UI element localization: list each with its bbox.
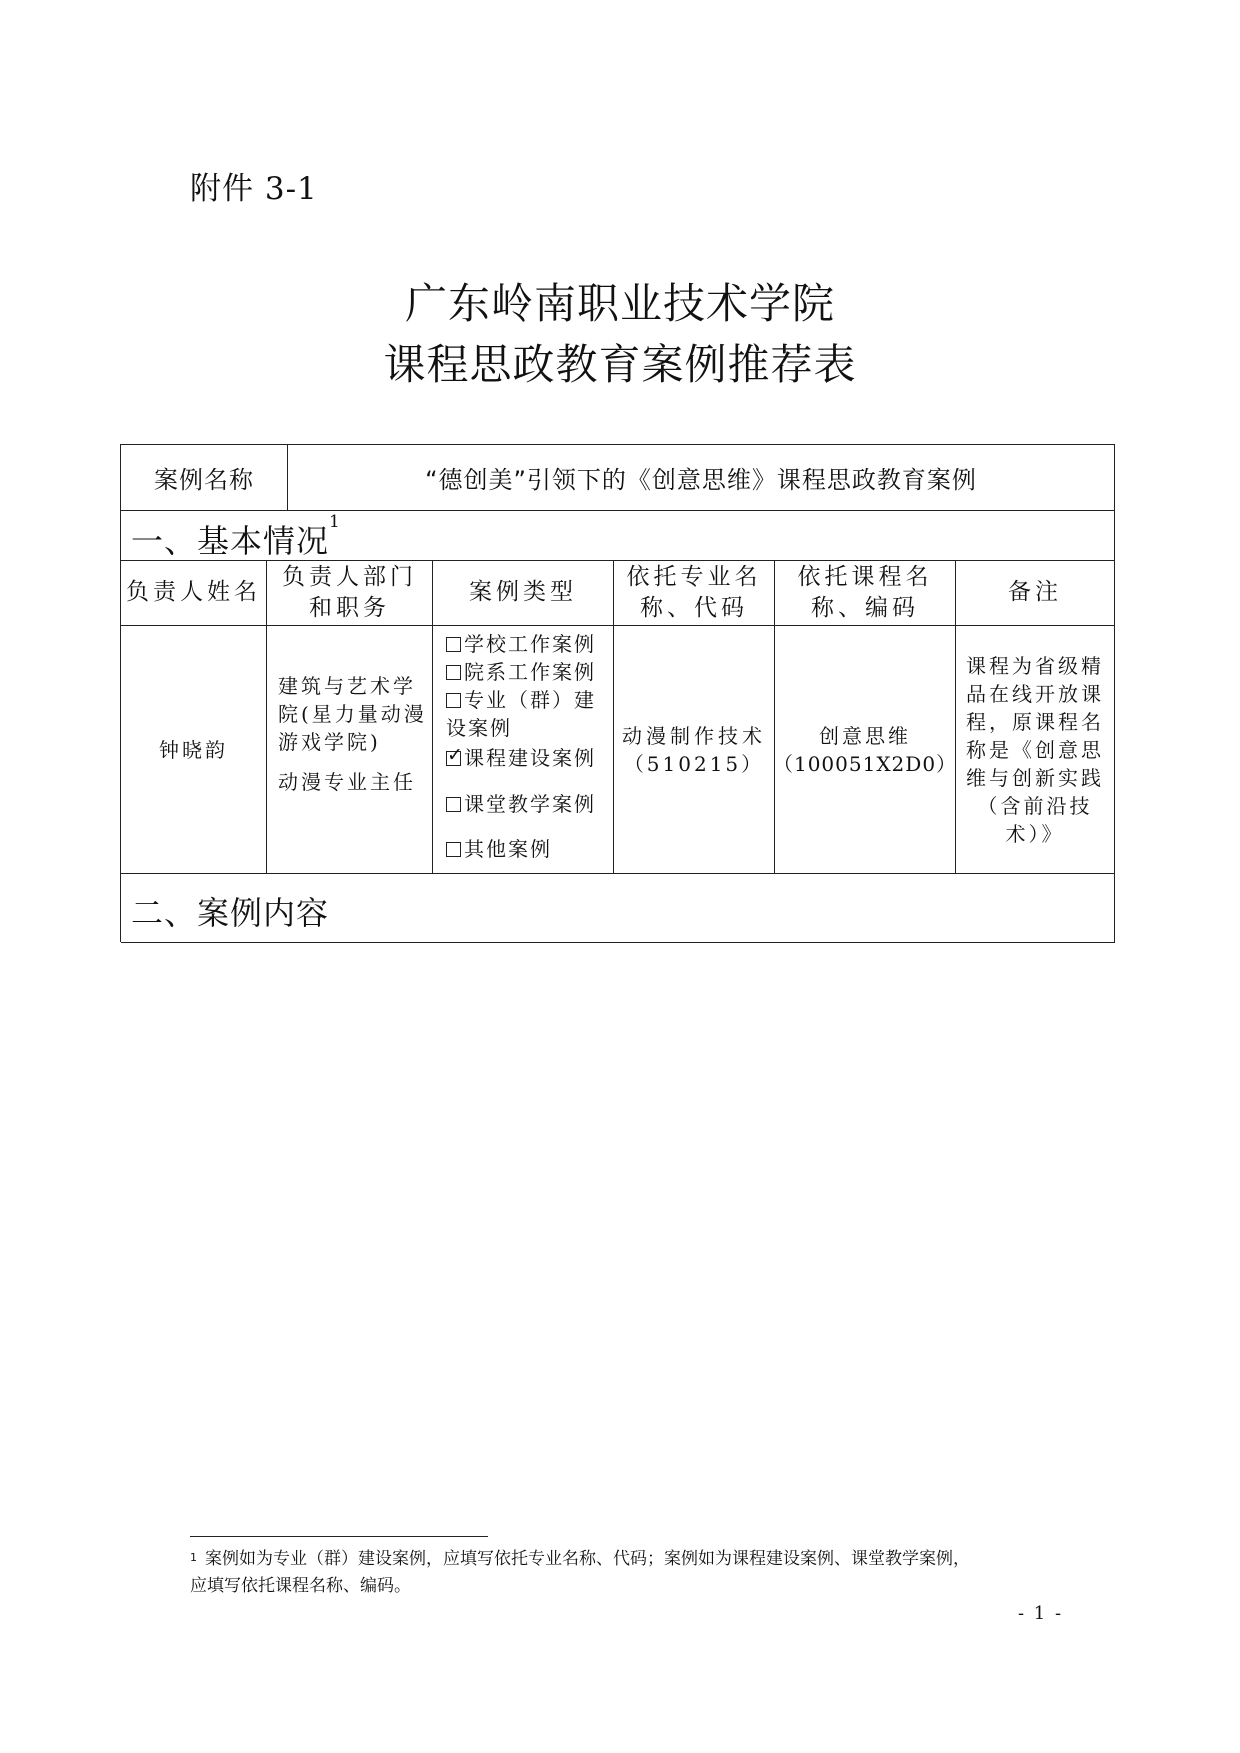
document-title-line1: 广东岭南职业技术学院 <box>404 279 835 328</box>
header-department <box>267 560 432 625</box>
checkbox-checked-icon[interactable] <box>446 751 461 766</box>
case-type-option-course[interactable]: ✓课程建设案例 <box>446 742 596 771</box>
table-rule <box>121 510 1115 511</box>
footnote-line1: $^1$ 案例如为专业（群）建设案例，应填写依托专业名称、代码；案例如为课程建设案例、课堂教学案例， <box>190 1549 970 1569</box>
major-name-value: 动漫制作技术 <box>622 723 766 748</box>
header-remarks-text: 备注 <box>1008 579 1062 605</box>
major-cell <box>614 626 774 873</box>
department-line3: 游戏学院) <box>278 730 381 754</box>
page-number: - 1 - <box>1018 1603 1064 1624</box>
course-name-value: 创意思维 <box>819 723 911 748</box>
header-case-type-text: 案例类型 <box>469 579 577 605</box>
header-course-line2: 称、编码 <box>811 594 919 621</box>
checkbox-icon[interactable] <box>446 665 461 680</box>
person-name-cell <box>121 626 266 873</box>
remarks-cell <box>956 626 1114 873</box>
remarks-line: 称是《创意思 <box>966 737 1104 762</box>
remarks-line: 维与创新实践 <box>966 765 1104 790</box>
department-line2: 院(星力量动漫 <box>278 702 427 726</box>
footnote-reference: 1 <box>329 512 341 532</box>
checkbox-icon[interactable] <box>446 693 461 708</box>
header-person-name-text: 负责人姓名 <box>126 579 261 605</box>
case-type-option-major-cont: 设案例 <box>446 716 512 740</box>
footnote-line2: 应填写依托课程名称、编码。 <box>190 1576 411 1596</box>
case-type-option-department[interactable]: 院系工作案例 <box>446 656 596 685</box>
table-border-bottom <box>121 942 1115 943</box>
remarks-line: 品在线开放课 <box>966 681 1104 706</box>
checkbox-icon[interactable] <box>446 797 461 812</box>
remarks-line: 程，原课程名 <box>966 709 1104 734</box>
header-department-line2: 和职务 <box>309 594 390 621</box>
case-type-option-major[interactable]: 专业（群）建 <box>446 684 596 713</box>
checkbox-icon[interactable] <box>446 637 461 652</box>
header-person-name <box>121 560 266 625</box>
attachment-label: 附件 3-1 <box>190 171 318 207</box>
header-major-line1: 依托专业名 <box>626 563 762 590</box>
table-rule <box>121 873 1115 874</box>
person-name-value: 钟晓韵 <box>159 737 228 762</box>
section-basic-info-text: 一、基本情况 <box>131 522 330 560</box>
remarks-line: 术）》 <box>1005 821 1065 846</box>
section-case-content-title: 二、案例内容 <box>131 894 330 932</box>
section-basic-info-title <box>131 512 341 562</box>
header-case-type <box>433 560 613 625</box>
header-major <box>614 560 774 625</box>
header-department-line1: 负责人部门 <box>282 563 417 590</box>
footnote-divider <box>190 1536 488 1537</box>
major-code-value: （510215） <box>623 751 765 776</box>
case-type-option-school[interactable]: 学校工作案例 <box>446 628 596 657</box>
course-code-value: （100051X2D0） <box>772 751 958 776</box>
header-remarks <box>956 560 1114 625</box>
course-cell <box>772 626 958 873</box>
footnote <box>190 1546 1090 1600</box>
header-major-line2: 称、代码 <box>640 594 748 621</box>
case-type-option-other[interactable]: 其他案例 <box>446 833 552 862</box>
case-name-value: “德创美”引领下的《创意思维》课程思政教育案例 <box>425 465 977 494</box>
document-title-line2: 课程思政教育案例推荐表 <box>383 340 857 389</box>
department-cell <box>278 672 428 796</box>
case-name-label: 案例名称 <box>154 465 254 494</box>
footnote-marker: 1 <box>190 1551 197 1564</box>
position-value: 动漫专业主任 <box>278 770 416 794</box>
table-border-right <box>1114 444 1115 942</box>
remarks-line: 课程为省级精 <box>966 653 1104 678</box>
case-type-option-classroom[interactable]: 课堂教学案例 <box>446 788 596 817</box>
remarks-line: （含前沿技 <box>977 793 1093 818</box>
header-course <box>775 560 955 625</box>
checkbox-icon[interactable] <box>446 842 461 857</box>
department-line1: 建筑与艺术学 <box>278 674 416 698</box>
header-course-line1: 依托课程名 <box>797 563 933 590</box>
